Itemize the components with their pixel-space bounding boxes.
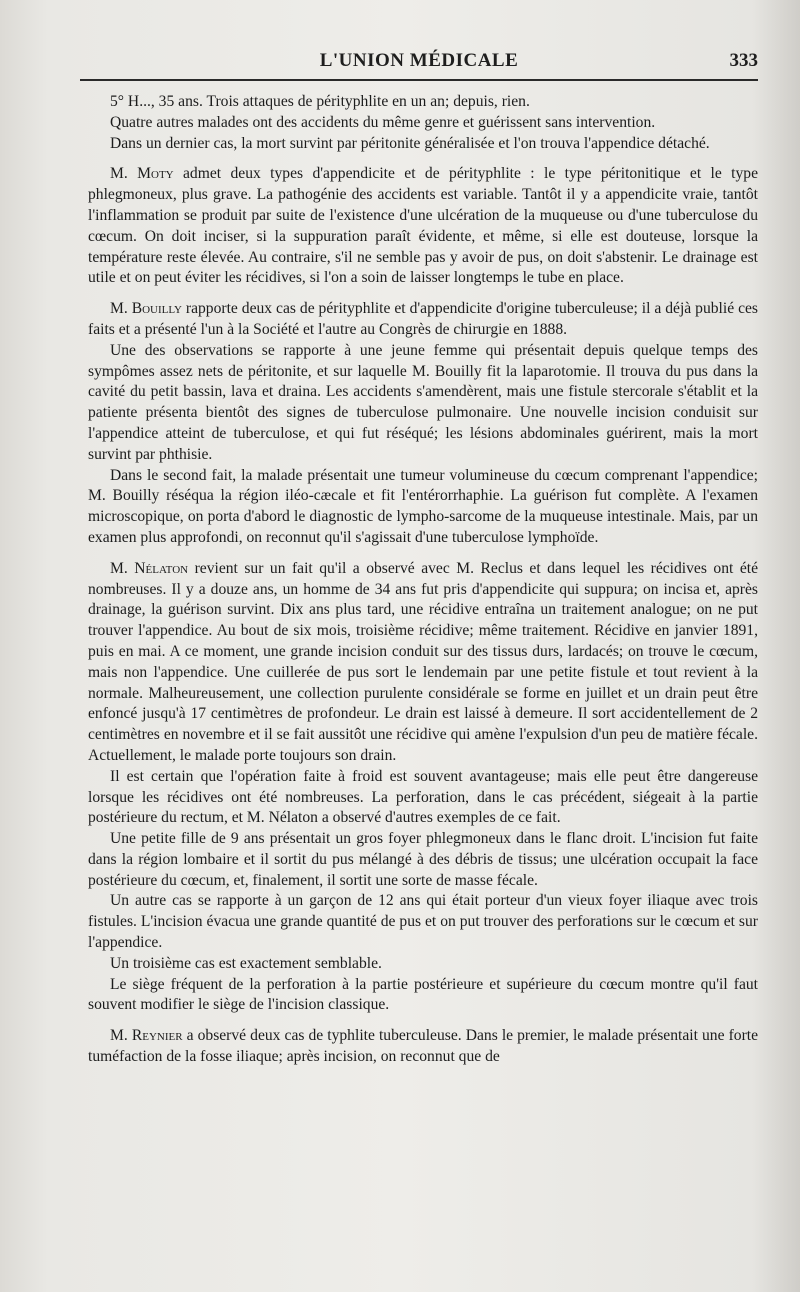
speaker-name: M. Moty [110, 165, 174, 183]
paragraph: Dans un dernier cas, la mort survint par péritonite généralisée et l'on trouva l'appendice détaché. [110, 134, 710, 152]
paragraph: Une petite fille de 9 ans présentait un gros foyer phlegmoneux dans le flanc droit. L'incision fut faite dans la région lombaire et il sortit du pus mélangé à des débris de tissus; une ulcération occupait la face postérieure du cœcum, et, finalement, il sortit une sorte de masse fécale. [88, 830, 758, 889]
speaker-name: M. Bouilly [110, 300, 182, 318]
paragraph: Le siège fréquent de la perforation à la partie postérieure et supérieure du cœcum montre qu'il faut souvent modifier le siège de l'incision classique. [88, 975, 758, 1014]
paragraph: 5° H..., 35 ans. Trois attaques de pérityphlite en un an; depuis, rien. [110, 93, 530, 110]
paragraph: M. Reynier a observé deux cas de typhlite tuberculeuse. Dans le premier, le malade présentait une forte tuméfaction de la fosse iliaque; après incision, on reconnut que de [88, 1027, 759, 1066]
paragraph: M. Bouilly rapporte deux cas de pérityphlite et d'appendicite d'origine tuberculeuse; il a déjà publié ces faits et a présenté l'un à la Société et l'autre au Congrès de chirurgie en 1888. [88, 300, 758, 338]
paragraph: Dans le second fait, la malade présentait une tumeur volumineuse du cœcum comprenant l'appendice; M. Bouilly réséqua la région iléo-cæcale et fit l'entérorrhaphie. La guérison fut complète. A l'examen microscopique, on porta d'abord le diagnostic de lympho-sarcome de la muqueuse intestinale. Mais, par un examen plus approfondi, on reconnut qu'il s'agissait d'une tuberculose lymphoïde. [88, 466, 758, 546]
speaker-name: M. Reynier [110, 1027, 183, 1045]
article-body [88, 92, 758, 1068]
paragraph: Quatre autres malades ont des accidents du même genre et guérissent sans intervention. [110, 113, 656, 131]
running-title: L'UNION MÉDICALE [319, 50, 519, 71]
paragraph: M. Nélaton revient sur un fait qu'il a observé avec M. Reclus et dans lequel les récidives ont été nombreuses. Il y a douze ans, un homme de 34 ans fut pris d'appendicite qui suppura; on incisa et, après drainage, la guérison survint. Dix ans plus tard, une récidive entraîna un traitement analogue; on ne put trouver l'appendice. Au bout de six mois, troisième récidive; même traitement. Récidive en janvier 1891, puis en mai. A ce moment, une grande incision conduit sur des tissus durs, lardacés; on trouve le cœcum, mais non l'appendice. Une cuillerée de pus sort le lendemain par une petite fistule et tout revient à la normale. Malheureusement, une collection purulente considérale se forme en juillet et un drain peut être enfoncé jusqu'à 17 centimètres de profondeur. Le drain est laissé à demeure. Il sort accidentellement de 2 centimètres en novembre et il se fait aussitôt une récidive qui amène l'expulsion d'un peu de matière fécale. Actuellement, le malade porte toujours son drain. [88, 559, 758, 764]
paragraph: Un troisième cas est exactement semblable. [110, 954, 382, 972]
page-header [80, 48, 758, 78]
paragraph: Un autre cas se rapporte à un garçon de 12 ans qui était porteur d'un vieux foyer iliaque avec trois fistules. L'incision évacua une grande quantité de pus et on put trouver des perforations sur le cœcum et sur l'appendice. [88, 892, 758, 952]
paragraph: M. Moty admet deux types d'appendicite et de pérityphlite : le type péritonitique et le type phlegmoneux, plus grave. La pathogénie des accidents est variable. Tantôt il y a appendicite vraie, tantôt l'inflammation se produit par suite de l'existence d'une ulcération de la muqueuse ou d'une tuberculose du cœcum. On doit inciser, si la suppuration paraît évidente, et même, si elle est douteuse, lorsque la température reste élevée. Au contraire, s'il ne semble pas y avoir de pus, on doit s'abstenir. Le drainage est utile et on peut éviter les récidives, si l'on a soin de laisser longtemps le tube en place. [88, 165, 759, 287]
paragraph: Une des observations se rapporte à une jeune femme qui présentait depuis quelque temps des sympômes assez nets de péritonite, et sur laquelle M. Bouilly fit la laparotomie. Il trouva du pus dans la cavité du petit bassin, lava et draina. Les accidents s'amendèrent, mais une fistule stercorale s'établit et la patiente présenta bientôt des signes de tuberculose pulmonaire. Une nouvelle incision conduisit sur l'appendice atteint de tuberculose, et qui fut réséqué; les lésions abdominales guérirent, mais la mort survint par phthisie. [88, 341, 758, 463]
paragraph: Il est certain que l'opération faite à froid est souvent avantageuse; mais elle peut être dangereuse lorsque les récidives ont été nombreuses. La perforation, dans le cas précédent, siégeait à la partie postérieure du rectum, et M. Nélaton a observé d'autres exemples de ce fait. [88, 767, 758, 827]
speaker-name: M. Nélaton [110, 559, 189, 577]
header-rule [80, 79, 758, 81]
page-number: 333 [729, 50, 758, 71]
